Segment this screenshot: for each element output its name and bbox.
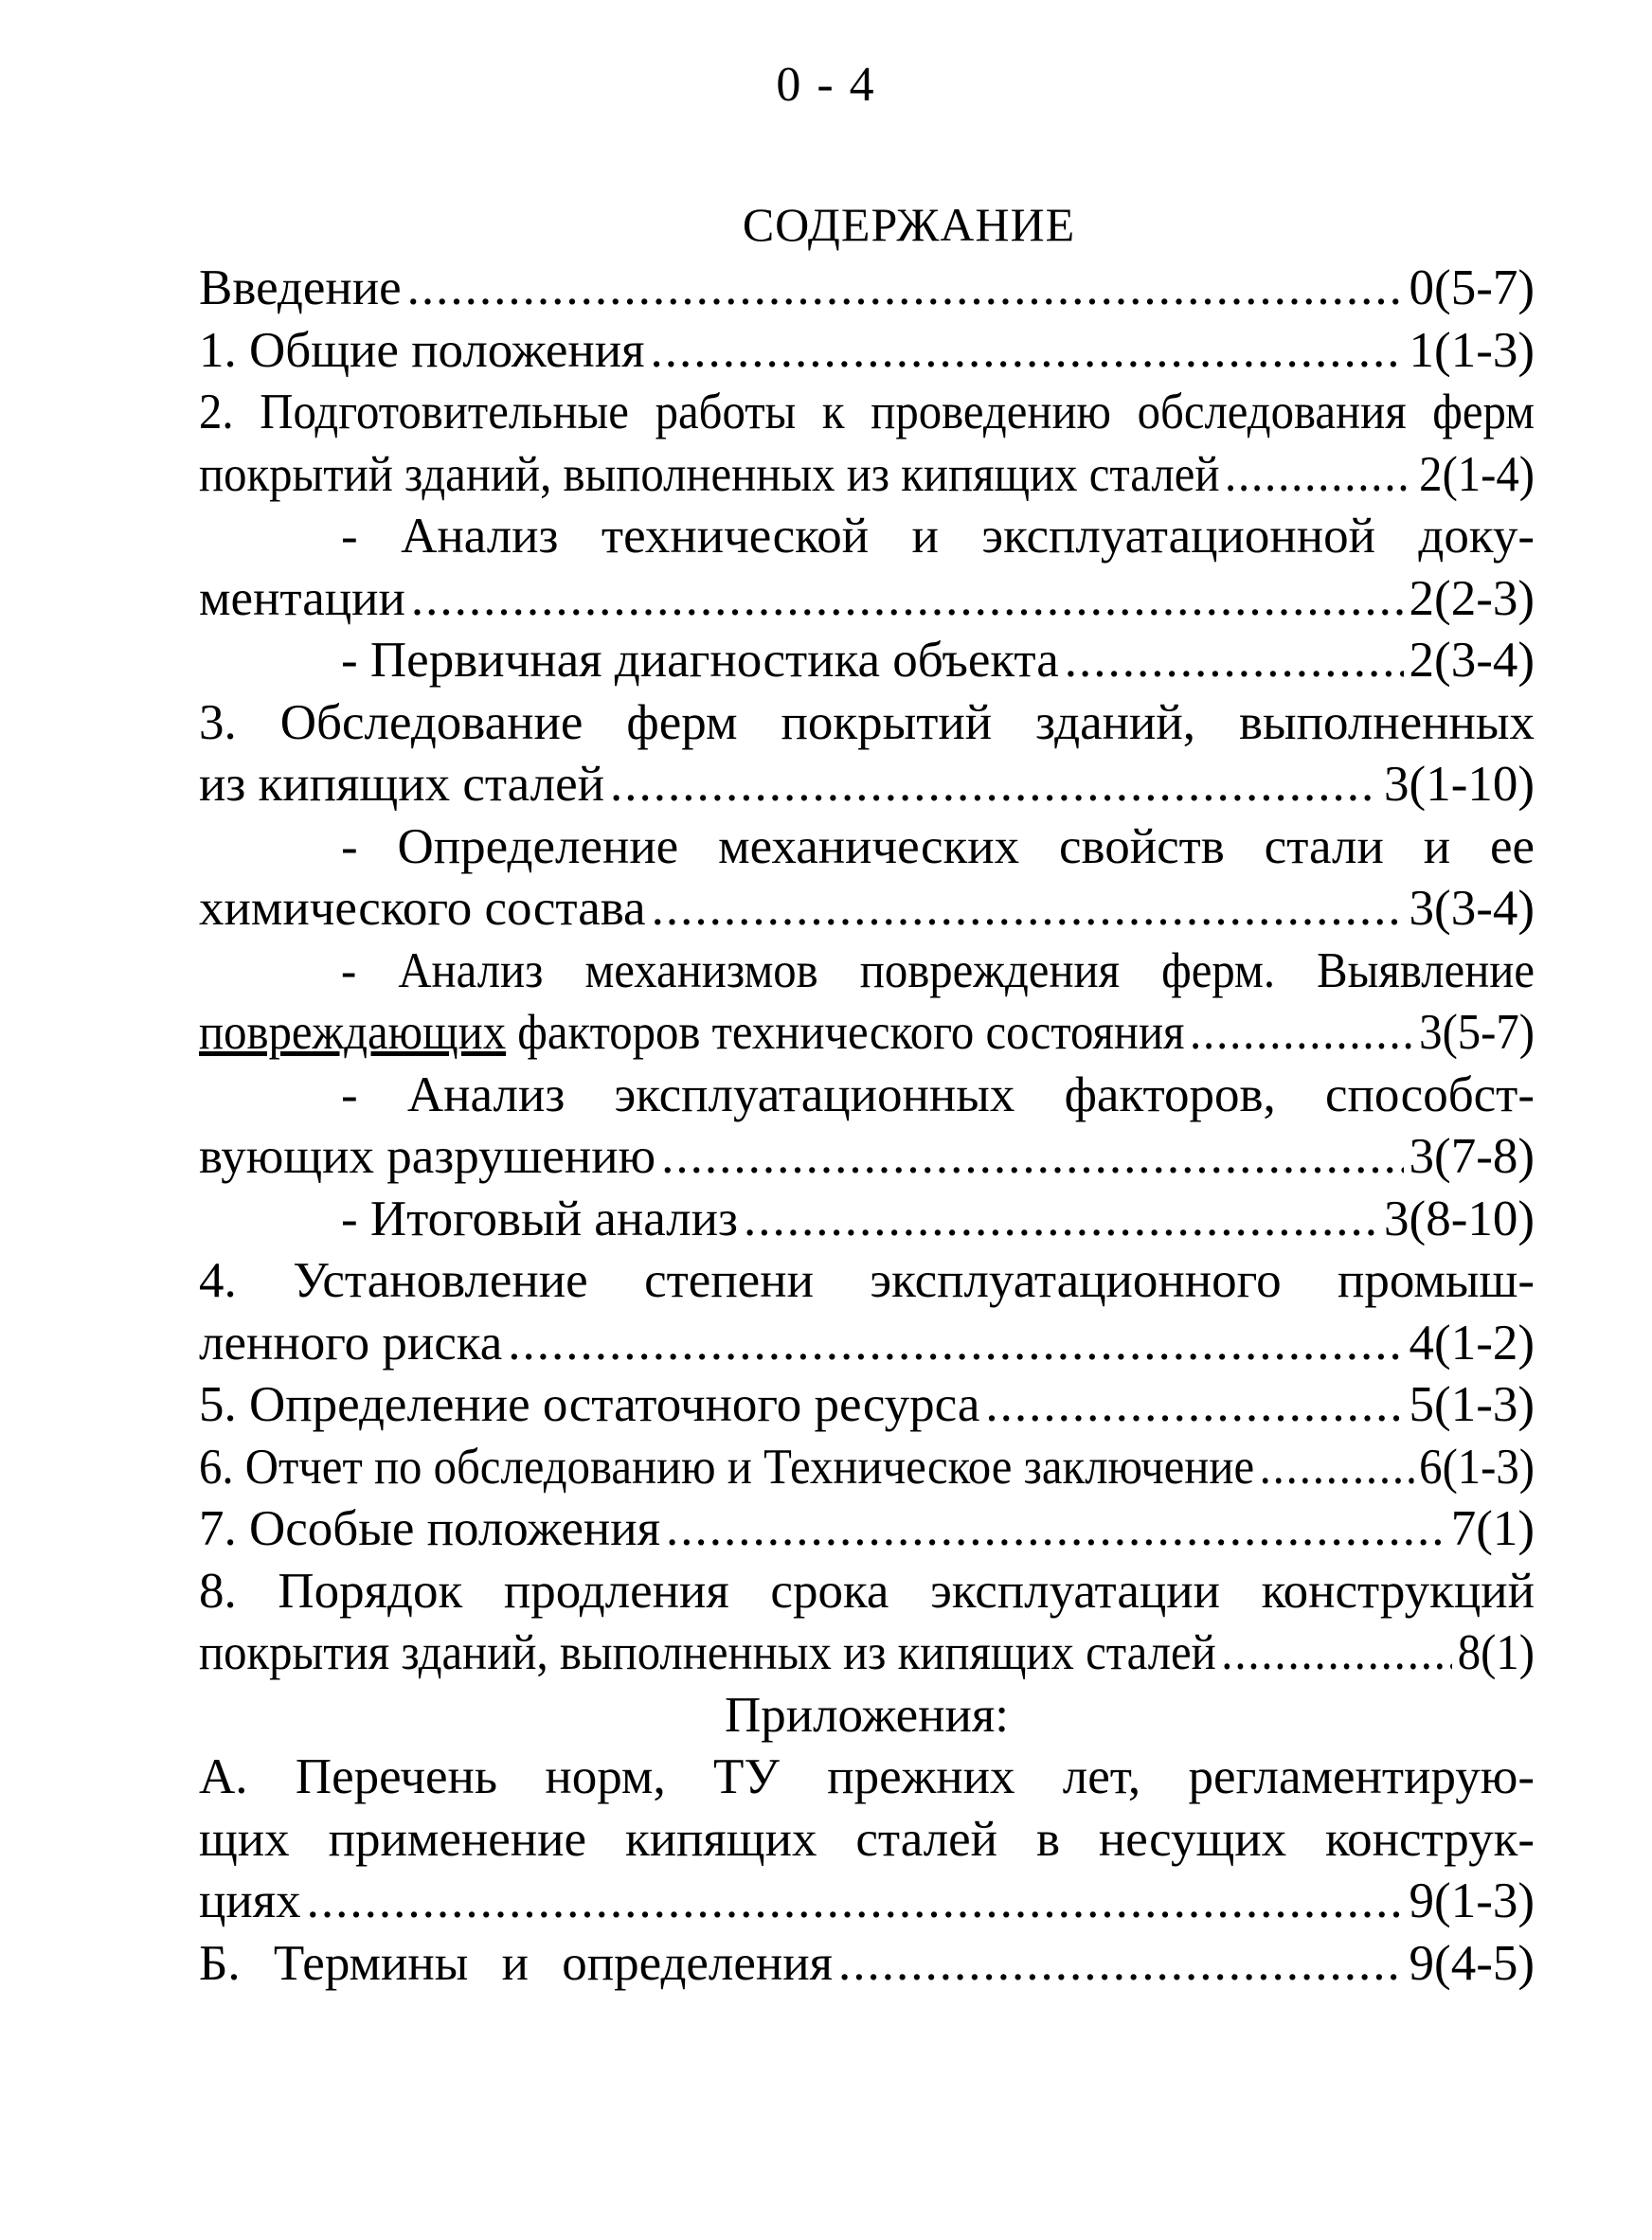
- toc-entry-3b-line1[interactable]: [199, 941, 1535, 1003]
- leader-dots: [666, 1498, 1446, 1561]
- toc-entry-page: 9(4-5): [1409, 1935, 1535, 1991]
- leader-dots: [1190, 1002, 1414, 1065]
- toc-entry-2a-line2[interactable]: [199, 568, 1535, 631]
- leader-dots: [651, 320, 1404, 383]
- toc-entry-4-line2[interactable]: [199, 1313, 1535, 1375]
- toc-entry-3-line2[interactable]: [199, 754, 1535, 816]
- toc-entry-3b-line2[interactable]: [199, 1002, 1535, 1065]
- leader-dots: [1225, 444, 1414, 507]
- toc-entry-2a-line1[interactable]: - Анализ технической и эксплуатационной доку-: [341, 509, 1535, 564]
- toc-entry-page: 8(1): [1457, 1625, 1535, 1680]
- toc-entry-appA-line3[interactable]: [199, 1871, 1535, 1933]
- toc-entry-8-line2[interactable]: [199, 1622, 1535, 1685]
- toc-entry-page: 1(1-3): [1409, 322, 1535, 378]
- toc-entry-title: - Итоговый анализ: [341, 1191, 738, 1246]
- toc-entry-1[interactable]: [199, 320, 1535, 383]
- toc-entry-title: - Первичная диагностика объекта: [341, 633, 1059, 688]
- toc-entry-title: 7. Особые положения: [199, 1501, 660, 1556]
- toc-entry-title: 6. Отчет по обследованию и Техническое заключение: [199, 1439, 1255, 1495]
- toc-entry-3a-line2[interactable]: [199, 878, 1535, 941]
- toc-entry-7[interactable]: [199, 1498, 1535, 1561]
- toc-entry-title-cont: ленного риска: [199, 1315, 503, 1371]
- leader-dots: [985, 1374, 1403, 1437]
- toc-entry-page: 3(5-7): [1419, 1005, 1535, 1060]
- appendix-heading: Приложения:: [724, 1687, 1010, 1743]
- toc-entry-page: 2(2-3): [1409, 570, 1535, 626]
- leader-dots: [411, 568, 1404, 631]
- toc-entry-title-cont: химического состава: [199, 881, 646, 936]
- toc-entry-appB[interactable]: [199, 1933, 1535, 1996]
- toc-entry-page: 3(7-8): [1409, 1129, 1535, 1184]
- toc-entry-title-cont: из кипящих сталей: [199, 757, 604, 812]
- leader-dots: [838, 1933, 1404, 1996]
- leader-dots: [1221, 1622, 1452, 1685]
- toc-entry-page: 9(1-3): [1409, 1873, 1535, 1928]
- toc-entry-3c-line2[interactable]: [199, 1126, 1535, 1189]
- toc-entry-title-cont: [199, 1002, 1184, 1065]
- toc-entry-row: [199, 1622, 1535, 1685]
- toc-entry-page: 4(1-2): [1409, 1315, 1535, 1371]
- toc-entry-page: 2(3-4): [1409, 633, 1535, 688]
- leader-dots: [610, 754, 1378, 816]
- leader-dots: [744, 1189, 1378, 1251]
- toc-entry-title: 2. Подготовительные работы к проведению обследования ферм: [199, 385, 1535, 439]
- toc-entry-8-line1[interactable]: 8. Порядок продления срока эксплуатации конструкций: [199, 1563, 1535, 1619]
- leader-dots: [661, 1126, 1403, 1189]
- toc-entry-page: 3(1-10): [1384, 757, 1535, 812]
- page-number: 0 - 4: [776, 58, 876, 112]
- toc-entry-page: 7(1): [1450, 1501, 1535, 1556]
- toc-entry-page: 6(1-3): [1419, 1439, 1535, 1495]
- toc-entry-3a-line1[interactable]: - Определение механических свойств стали и ее: [341, 818, 1535, 874]
- toc-entry-2-line1[interactable]: [199, 382, 1535, 444]
- toc-entry-title: Введение: [199, 260, 402, 315]
- toc-entry-3d[interactable]: [199, 1189, 1535, 1251]
- toc-entry-title-rest: факторов технического состояния: [506, 1005, 1185, 1060]
- toc-entry-row: [199, 1437, 1535, 1499]
- toc-entry-5[interactable]: [199, 1374, 1535, 1437]
- toc-entry-page: 0(5-7): [1409, 260, 1535, 315]
- toc-entry-intro[interactable]: [199, 258, 1535, 320]
- toc-entry-2-line2[interactable]: [199, 444, 1535, 507]
- leader-dots: [307, 1871, 1404, 1933]
- toc-heading: СОДЕРЖАНИЕ: [742, 198, 1076, 251]
- toc-entry-title: - Анализ механизмов повреждения ферм. Выявление: [341, 942, 1535, 998]
- leader-dots: [1260, 1437, 1414, 1499]
- toc-entry-6[interactable]: [199, 1437, 1535, 1499]
- leader-dots: [1065, 630, 1404, 692]
- toc-entry-title: Б. Термины и определения: [199, 1935, 834, 1991]
- toc-entry-page: 3(3-4): [1409, 881, 1535, 936]
- toc-entry-3-line1[interactable]: 3. Обследование ферм покрытий зданий, выполненных: [199, 694, 1535, 750]
- toc-entry-title-cont: ментации: [199, 570, 405, 626]
- toc-entry-2b[interactable]: [199, 630, 1535, 692]
- toc-entry-title-cont: покрытий зданий, выполненных из кипящих сталей: [199, 446, 1220, 502]
- toc-entry-title: 1. Общие положения: [199, 322, 645, 378]
- toc-entry-4-line1[interactable]: 4. Установление степени эксплуатационного промыш-: [199, 1253, 1535, 1308]
- toc-entry-appA-line1[interactable]: А. Перечень норм, ТУ прежних лет, регламентирую-: [199, 1749, 1535, 1804]
- table-of-contents: [199, 258, 1535, 1995]
- toc-entry-title: 5. Определение остаточного ресурса: [199, 1377, 980, 1432]
- leader-dots: [652, 878, 1404, 941]
- leader-dots: [407, 258, 1404, 320]
- toc-entry-underlined-word: повреждающих: [199, 1005, 507, 1060]
- toc-entry-title-cont: покрытия зданий, выполненных из кипящих сталей: [199, 1625, 1216, 1680]
- toc-entry-page: 5(1-3): [1409, 1377, 1535, 1432]
- toc-entry-appA-line2[interactable]: щих применение кипящих сталей в несущих конструк-: [199, 1811, 1535, 1867]
- toc-entry-page: 3(8-10): [1384, 1191, 1535, 1246]
- toc-entry-title-cont: циях: [199, 1873, 301, 1928]
- toc-entry-title-cont: вующих разрушению: [199, 1129, 656, 1184]
- leader-dots: [508, 1313, 1403, 1375]
- toc-entry-page: 2(1-4): [1419, 446, 1535, 502]
- toc-entry-3c-line1[interactable]: - Анализ эксплуатационных факторов, способст-: [341, 1066, 1535, 1122]
- toc-entry-row: [199, 444, 1535, 507]
- toc-entry-row: [199, 1002, 1535, 1065]
